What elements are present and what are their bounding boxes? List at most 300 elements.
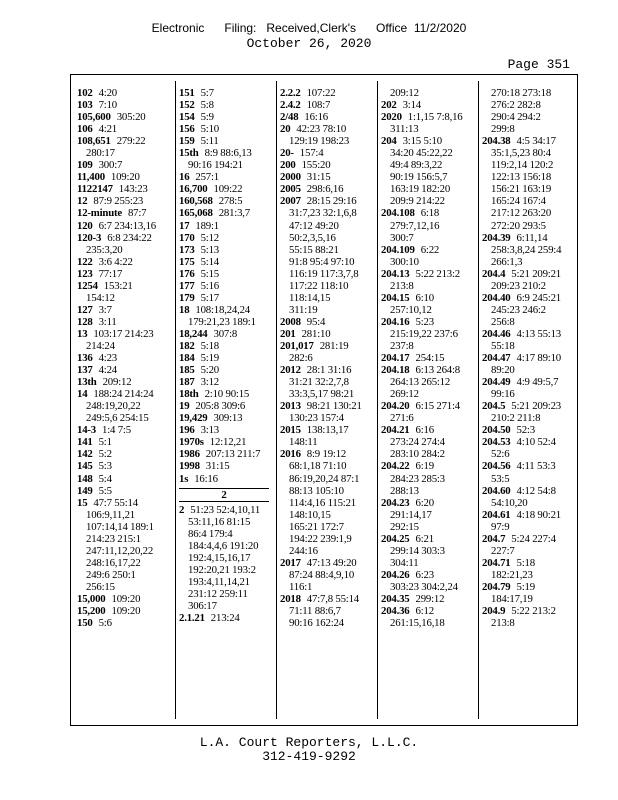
page-line-reference: 276:2 282:8: [491, 99, 541, 112]
page-line-reference: 116:1: [289, 580, 313, 593]
index-entry: [482, 424, 577, 436]
page-line-reference: 53:11,16 81:15: [188, 515, 251, 528]
index-term: 204.53: [482, 436, 511, 449]
page-line-reference: 107:22: [306, 87, 336, 99]
page-line-reference: 257:10,12: [390, 303, 432, 316]
page-line-reference: 77:17: [98, 267, 123, 280]
index-term: 154: [179, 111, 195, 124]
page-line-reference: 5:19: [516, 580, 535, 593]
page-line-reference: 3:12: [200, 376, 220, 389]
index-entry: [179, 195, 275, 207]
page-line-reference: 249:6 250:1: [86, 568, 136, 581]
index-entry: [381, 364, 477, 400]
index-term: 204.46: [482, 327, 511, 340]
column-divider: [377, 81, 378, 719]
page-line-reference: 5:3: [98, 460, 112, 473]
index-entry: [280, 123, 376, 147]
page-line-reference: 103:17 214:23: [93, 327, 154, 340]
index-entry: [381, 135, 477, 207]
page-line-reference: 4:12 54:8: [516, 484, 556, 497]
index-term: 2000: [280, 171, 301, 184]
page-line-reference: 264:13 265:12: [390, 376, 451, 389]
index-entry: [482, 460, 577, 484]
index-term: 204.25: [381, 532, 410, 545]
index-term: 128: [77, 315, 93, 328]
page-line-reference: 256:15: [86, 580, 115, 593]
reporter-phone: 312-419-9292: [262, 749, 356, 764]
page-line-reference: 129:19 198:23: [289, 135, 350, 148]
index-term: 165,068: [179, 207, 213, 220]
page-line-reference: 311:19: [289, 303, 318, 316]
index-term: 2: [179, 503, 185, 516]
page-line-reference: 16:16: [194, 472, 218, 485]
index-column-5: [482, 87, 577, 713]
page-line-reference: 299:8: [491, 123, 515, 136]
page-line-reference: 86:19,20,24 87:1: [289, 472, 360, 485]
index-entry: [482, 533, 577, 557]
page-line-reference: 6:18: [420, 207, 440, 220]
page-line-reference: 288:13: [390, 484, 419, 497]
page-line-reference: 42:23 78:10: [296, 123, 347, 136]
index-term: 160,568: [179, 195, 213, 208]
index-entry: [482, 400, 577, 424]
index-term: 202: [381, 99, 397, 112]
page-line-reference: 5:6: [98, 617, 112, 630]
index-term: 142: [77, 448, 93, 461]
page-line-reference: 89:20: [491, 364, 515, 377]
index-term: 120-3: [77, 231, 102, 244]
index-entry: [77, 424, 172, 436]
index-term: 182: [179, 339, 195, 352]
page-line-reference: 184:17,19: [491, 592, 533, 605]
page-line-reference: 109:22: [213, 183, 243, 196]
index-entry: [381, 497, 477, 533]
page-line-reference: 90:16 194:21: [188, 159, 243, 172]
index-term: 156: [179, 123, 195, 136]
index-entry: [179, 244, 275, 256]
index-term: 15: [77, 496, 88, 509]
page-line-reference: 192:4,15,16,17: [188, 551, 251, 564]
index-term: 16,700: [179, 183, 208, 196]
index-entry: [482, 135, 577, 231]
index-term: 2016: [280, 448, 301, 461]
page-line-reference: 108:18,24,24: [195, 303, 250, 316]
page-line-reference: 109:20: [110, 171, 140, 184]
index-entry: [280, 557, 376, 593]
page-line-reference: 6:15 271:4: [415, 400, 460, 413]
page-line-reference: 193:4,11,14,21: [188, 575, 250, 588]
index-entry: [179, 171, 275, 183]
page-line-reference: 68:1,18 71:10: [289, 460, 347, 473]
page-line-reference: 91:8 95:4 97:10: [289, 255, 355, 268]
index-term: 204.47: [482, 352, 511, 365]
page-line-reference: 51:23 52:4,10,11: [190, 503, 261, 516]
page-line-reference: 192:20,21 193:2: [188, 563, 256, 576]
index-term: 2008: [280, 315, 301, 328]
index-term: 17: [179, 219, 190, 232]
index-term: 13th: [77, 376, 97, 389]
index-term: 204.16: [381, 315, 410, 328]
index-entry: [179, 340, 275, 352]
page-line-reference: 122:13 156:18: [491, 171, 552, 184]
page-line-reference: 5:22 213:2: [415, 267, 460, 280]
page-line-reference: 118:14,15: [289, 291, 331, 304]
index-term: 170: [179, 231, 195, 244]
page-line-reference: 130:23 157:4: [289, 412, 344, 425]
index-term: 176: [179, 267, 195, 280]
index-entry: [179, 292, 275, 304]
index-entry: [179, 232, 275, 244]
page-line-reference: 157:4: [299, 147, 324, 160]
page-line-reference: 1:4 7:5: [102, 424, 131, 437]
index-entry: [77, 304, 172, 316]
index-term: 204.17: [381, 352, 410, 365]
page-line-reference: 4:17 89:10: [516, 352, 561, 365]
page-line-reference: 209:12: [102, 376, 132, 389]
page-line-reference: 5:10: [200, 123, 220, 136]
index-term: 204.40: [482, 291, 511, 304]
index-entry: [179, 424, 275, 436]
page-line-reference: 154:12: [86, 291, 115, 304]
index-term: 136: [77, 352, 93, 365]
page-line-reference: 179:21,23 189:1: [188, 315, 256, 328]
page-line-reference: 248:16,17,22: [86, 556, 141, 569]
index-entry: [482, 509, 577, 533]
index-term: 179: [179, 291, 195, 304]
index-entry: [179, 388, 275, 400]
index-term: 196: [179, 424, 195, 437]
index-entry: [77, 220, 172, 232]
index-entry: [280, 328, 376, 340]
page-line-reference: 5:20: [200, 364, 220, 377]
page-line-reference: 3:15 5:10: [402, 135, 442, 148]
index-entry: [77, 473, 172, 485]
page-line-reference: 247:11,12,20,22: [86, 544, 154, 557]
page-line-reference: 49:4 89:3,22: [390, 159, 443, 172]
index-entry: [179, 304, 275, 328]
index-term: 106: [77, 123, 93, 136]
index-term: 204.39: [482, 231, 511, 244]
index-entry: [381, 111, 477, 135]
page-line-reference: 31:15: [205, 460, 230, 473]
index-term: 1122147: [77, 183, 113, 196]
index-term: 102: [77, 87, 93, 99]
page-line-reference: 5:12: [200, 231, 220, 244]
index-term: 204.108: [381, 207, 415, 220]
index-term: 18,244: [179, 327, 208, 340]
index-entry: [280, 340, 376, 364]
page-line-reference: 5:13: [200, 243, 220, 256]
page-line-reference: 272:20 293:5: [491, 219, 546, 232]
page-line-reference: 6:9 245:21: [516, 291, 561, 304]
page-line-reference: 5:23: [415, 315, 434, 328]
index-term: 20-: [280, 147, 294, 160]
index-term: 103: [77, 99, 93, 112]
index-entry: [381, 605, 477, 629]
index-term: 204.56: [482, 460, 511, 473]
index-entry: [482, 436, 577, 460]
index-term: 2.4.2: [280, 99, 301, 112]
page-line-reference: 257:1: [195, 171, 219, 184]
page-line-reference: 311:13: [390, 123, 419, 136]
page-line-reference: 5:9: [200, 111, 214, 124]
page-line-reference: 5:17: [200, 291, 220, 304]
page-line-reference: 283:10 284:2: [390, 448, 445, 461]
page-line-reference: 3:7: [98, 303, 112, 316]
page-line-reference: 5:19: [200, 352, 220, 365]
page-line-reference: 271:6: [390, 412, 414, 425]
page-line-reference: 5:2: [98, 448, 112, 461]
index-entry: [381, 99, 477, 111]
page-line-reference: 3:6 4:22: [98, 255, 133, 268]
index-term: 204.23: [381, 496, 410, 509]
index-entry: [179, 448, 275, 460]
index-term: 2015: [280, 424, 301, 437]
index-entry: [482, 328, 577, 352]
index-term: 204.18: [381, 364, 410, 377]
page-line-reference: 258:3,8,24 259:4: [491, 243, 562, 256]
page-line-reference: 189:1: [195, 219, 219, 232]
index-column-1: [77, 87, 172, 713]
page-line-reference: 31:21 32:2,7,8: [289, 376, 349, 389]
index-entry: [77, 460, 172, 472]
page-line-reference: 307:8: [213, 327, 238, 340]
page-line-reference: 5:5: [98, 484, 112, 497]
page-line-reference: 119:2,14 120:2: [491, 159, 554, 172]
index-term: 2020: [381, 111, 402, 124]
page-line-reference: 2:10 90:15: [204, 388, 250, 401]
index-entry: [280, 316, 376, 328]
page-line-reference: 209:23 210:2: [491, 279, 546, 292]
index-entry: [77, 135, 172, 159]
index-term: 1986: [179, 448, 200, 461]
page-line-reference: 299:14 303:3: [390, 544, 445, 557]
index-term: 204.26: [381, 568, 410, 581]
index-entry: [77, 605, 172, 617]
index-entry: [381, 292, 477, 316]
page-line-reference: 4:5 34:17: [516, 135, 556, 148]
page-line-reference: 5:8: [200, 99, 214, 112]
index-entry: [77, 183, 172, 195]
index-term: 19,429: [179, 412, 208, 425]
index-term: 18th: [179, 388, 199, 401]
page-line-reference: 6:7 234:13,16: [98, 219, 156, 232]
page-line-reference: 213:24: [210, 611, 240, 624]
page-line-reference: 6:20: [415, 496, 434, 509]
index-entry: [77, 388, 172, 424]
page-line-reference: 291:14,17: [390, 508, 432, 521]
index-term: 1998: [179, 460, 200, 473]
index-entry: [381, 400, 477, 424]
page-line-reference: 5:11: [200, 135, 219, 148]
page-line-reference: 298:6,16: [306, 183, 344, 196]
page-line-reference: 31:7,23 32:1,6,8: [289, 207, 357, 220]
index-term: 14: [77, 388, 88, 401]
index-term: 15,000: [77, 592, 106, 605]
index-entry: [77, 448, 172, 460]
index-entry: [77, 497, 172, 593]
index-entry: [482, 232, 577, 268]
page-line-reference: 86:4 179:4: [188, 527, 233, 540]
page-line-reference: 4:18 90:21: [516, 508, 561, 521]
index-entry: [482, 581, 577, 605]
index-term: 204.49: [482, 376, 511, 389]
index-entry: [179, 436, 275, 448]
index-entry: [77, 364, 172, 376]
index-entry: [482, 268, 577, 292]
page-line-reference: 33:3,5,17 98:21: [289, 388, 355, 401]
page-line-reference: 3:11: [98, 315, 117, 328]
page-line-reference: 155:20: [301, 159, 331, 172]
index-term: 204.60: [482, 484, 511, 497]
page-line-reference: 88:13 105:10: [289, 484, 344, 497]
page-line-reference: 97:9: [491, 520, 510, 533]
page-line-reference: 184:4,4,6 191:20: [188, 539, 259, 552]
page-line-reference: 300:10: [390, 255, 419, 268]
index-term: 137: [77, 364, 93, 377]
page-line-reference: 5:18: [200, 339, 220, 352]
page-number: Page 351: [507, 57, 570, 72]
index-entry: [179, 504, 275, 612]
page-line-reference: 90:19 156:5,7: [390, 171, 448, 184]
page-line-reference: 300:7: [390, 231, 414, 244]
index-term: 2.2.2: [280, 87, 301, 99]
page-line-reference: 6:12: [415, 605, 434, 618]
page-line-reference: 165:24 167:4: [491, 195, 546, 208]
index-entry: [179, 147, 275, 171]
page-line-reference: 98:21 130:21: [306, 400, 362, 413]
index-term: 108,651: [77, 135, 111, 148]
page-line-reference: 54:10,20: [491, 496, 528, 509]
index-entry: [179, 123, 275, 135]
index-term: 145: [77, 460, 93, 473]
index-entry: [77, 316, 172, 328]
page-line-reference: 209:12: [390, 87, 419, 99]
page-line-reference: 28:15 29:16: [306, 195, 357, 208]
page-line-reference: 108:7: [306, 99, 331, 112]
page-line-reference: 95:4: [306, 315, 326, 328]
page-line-reference: 99:16: [491, 388, 515, 401]
index-entry: [381, 424, 477, 460]
index-term: 2018: [280, 592, 301, 605]
index-term: 204.7: [482, 532, 506, 545]
index-entry: [381, 268, 477, 292]
page-line-reference: 5:22 213:2: [511, 605, 556, 618]
page-line-reference: 5:21 209:23: [511, 400, 561, 413]
index-term: 2017: [280, 556, 301, 569]
page-line-reference: 4:11 53:3: [516, 460, 556, 473]
page-line-reference: 52:3: [516, 424, 535, 437]
page-line-reference: 153:21: [103, 279, 133, 292]
index-term: 152: [179, 99, 195, 112]
page-line-reference: 279:7,12,16: [390, 219, 440, 232]
column-divider: [276, 81, 277, 719]
index-entry: [482, 605, 577, 629]
index-term: 12: [77, 195, 88, 208]
index-term: 159: [179, 135, 195, 148]
page-line-reference: 4:20: [98, 87, 118, 99]
index-column-2: [179, 87, 275, 713]
page-line-reference: 148:10,15: [289, 508, 331, 521]
index-entry: [179, 135, 275, 147]
index-entry: [77, 376, 172, 388]
page-line-reference: 210:2 211:8: [491, 412, 541, 425]
page-line-reference: 143:23: [118, 183, 148, 196]
page-line-reference: 6:19: [415, 460, 434, 473]
index-entry: [77, 436, 172, 448]
page-line-reference: 299:12: [415, 592, 445, 605]
index-term: 204.22: [381, 460, 410, 473]
index-entry: [179, 256, 275, 268]
index-term: 204.20: [381, 400, 410, 413]
index-entry: [179, 99, 275, 111]
page-line-reference: 165:21 172:7: [289, 520, 344, 533]
page-line-reference: 188:24 214:24: [93, 388, 154, 401]
index-term: 204.15: [381, 291, 410, 304]
page-line-reference: 8:9 19:12: [306, 448, 347, 461]
page-line-reference: 303:23 304:2,24: [390, 580, 458, 593]
page-line-reference: 214:23 215:1: [86, 532, 141, 545]
index-term: 105,600: [77, 111, 111, 124]
index-term: 204.4: [482, 267, 506, 280]
index-entry: [179, 473, 275, 485]
page-line-reference: 8:9 88:6,13: [204, 147, 252, 160]
index-entry: [77, 195, 172, 207]
index-term: 204.38: [482, 135, 511, 148]
page-line-reference: 4:21: [98, 123, 118, 136]
page-line-reference: 138:13,17: [306, 424, 349, 437]
page-line-reference: 245:23 246:2: [491, 303, 546, 316]
index-term: 204.50: [482, 424, 511, 437]
index-entry: [179, 364, 275, 376]
index-term: 201: [280, 327, 296, 340]
index-term: 204: [381, 135, 397, 148]
page-line-reference: 5:1: [98, 436, 112, 449]
page-line-reference: 256:8: [491, 315, 515, 328]
index-term: 204.109: [381, 243, 415, 256]
page-line-reference: 4:13 55:13: [516, 327, 561, 340]
page-line-reference: 12:12,21: [209, 436, 247, 449]
index-entry: [280, 195, 376, 315]
page-line-reference: 5:4: [98, 472, 112, 485]
index-term: 16: [179, 171, 190, 184]
page-line-reference: 47:7 55:14: [93, 496, 138, 509]
page-line-reference: 4:9 49:5,7: [516, 376, 559, 389]
page-line-reference: 6:23: [415, 568, 434, 581]
page-line-reference: 270:18 273:18: [491, 87, 552, 99]
index-term: 19: [179, 400, 190, 413]
page-line-reference: 117:22 118:10: [289, 279, 349, 292]
page-line-reference: 273:24 274:4: [390, 436, 445, 449]
page-line-reference: 47:13 49:20: [306, 556, 357, 569]
index-term: 141: [77, 436, 93, 449]
index-term: 177: [179, 279, 195, 292]
index-term: 2005: [280, 183, 301, 196]
page-line-reference: 217:12 263:20: [491, 207, 552, 220]
index-term: 11,400: [77, 171, 105, 184]
page-line-reference: 254:15: [415, 352, 445, 365]
page-line-reference: 71:11 88:6,7: [289, 605, 341, 618]
index-entry: [280, 147, 376, 159]
index-entry: [280, 111, 376, 123]
index-entry: [77, 256, 172, 268]
page-line-reference: 28:1 31:16: [306, 364, 352, 377]
index-entry: [280, 99, 376, 111]
hearing-date: October 26, 2020: [246, 36, 372, 51]
index-entry: [381, 207, 477, 243]
page-line-reference: 309:13: [213, 412, 243, 425]
page-line-reference: 3:13: [200, 424, 220, 437]
